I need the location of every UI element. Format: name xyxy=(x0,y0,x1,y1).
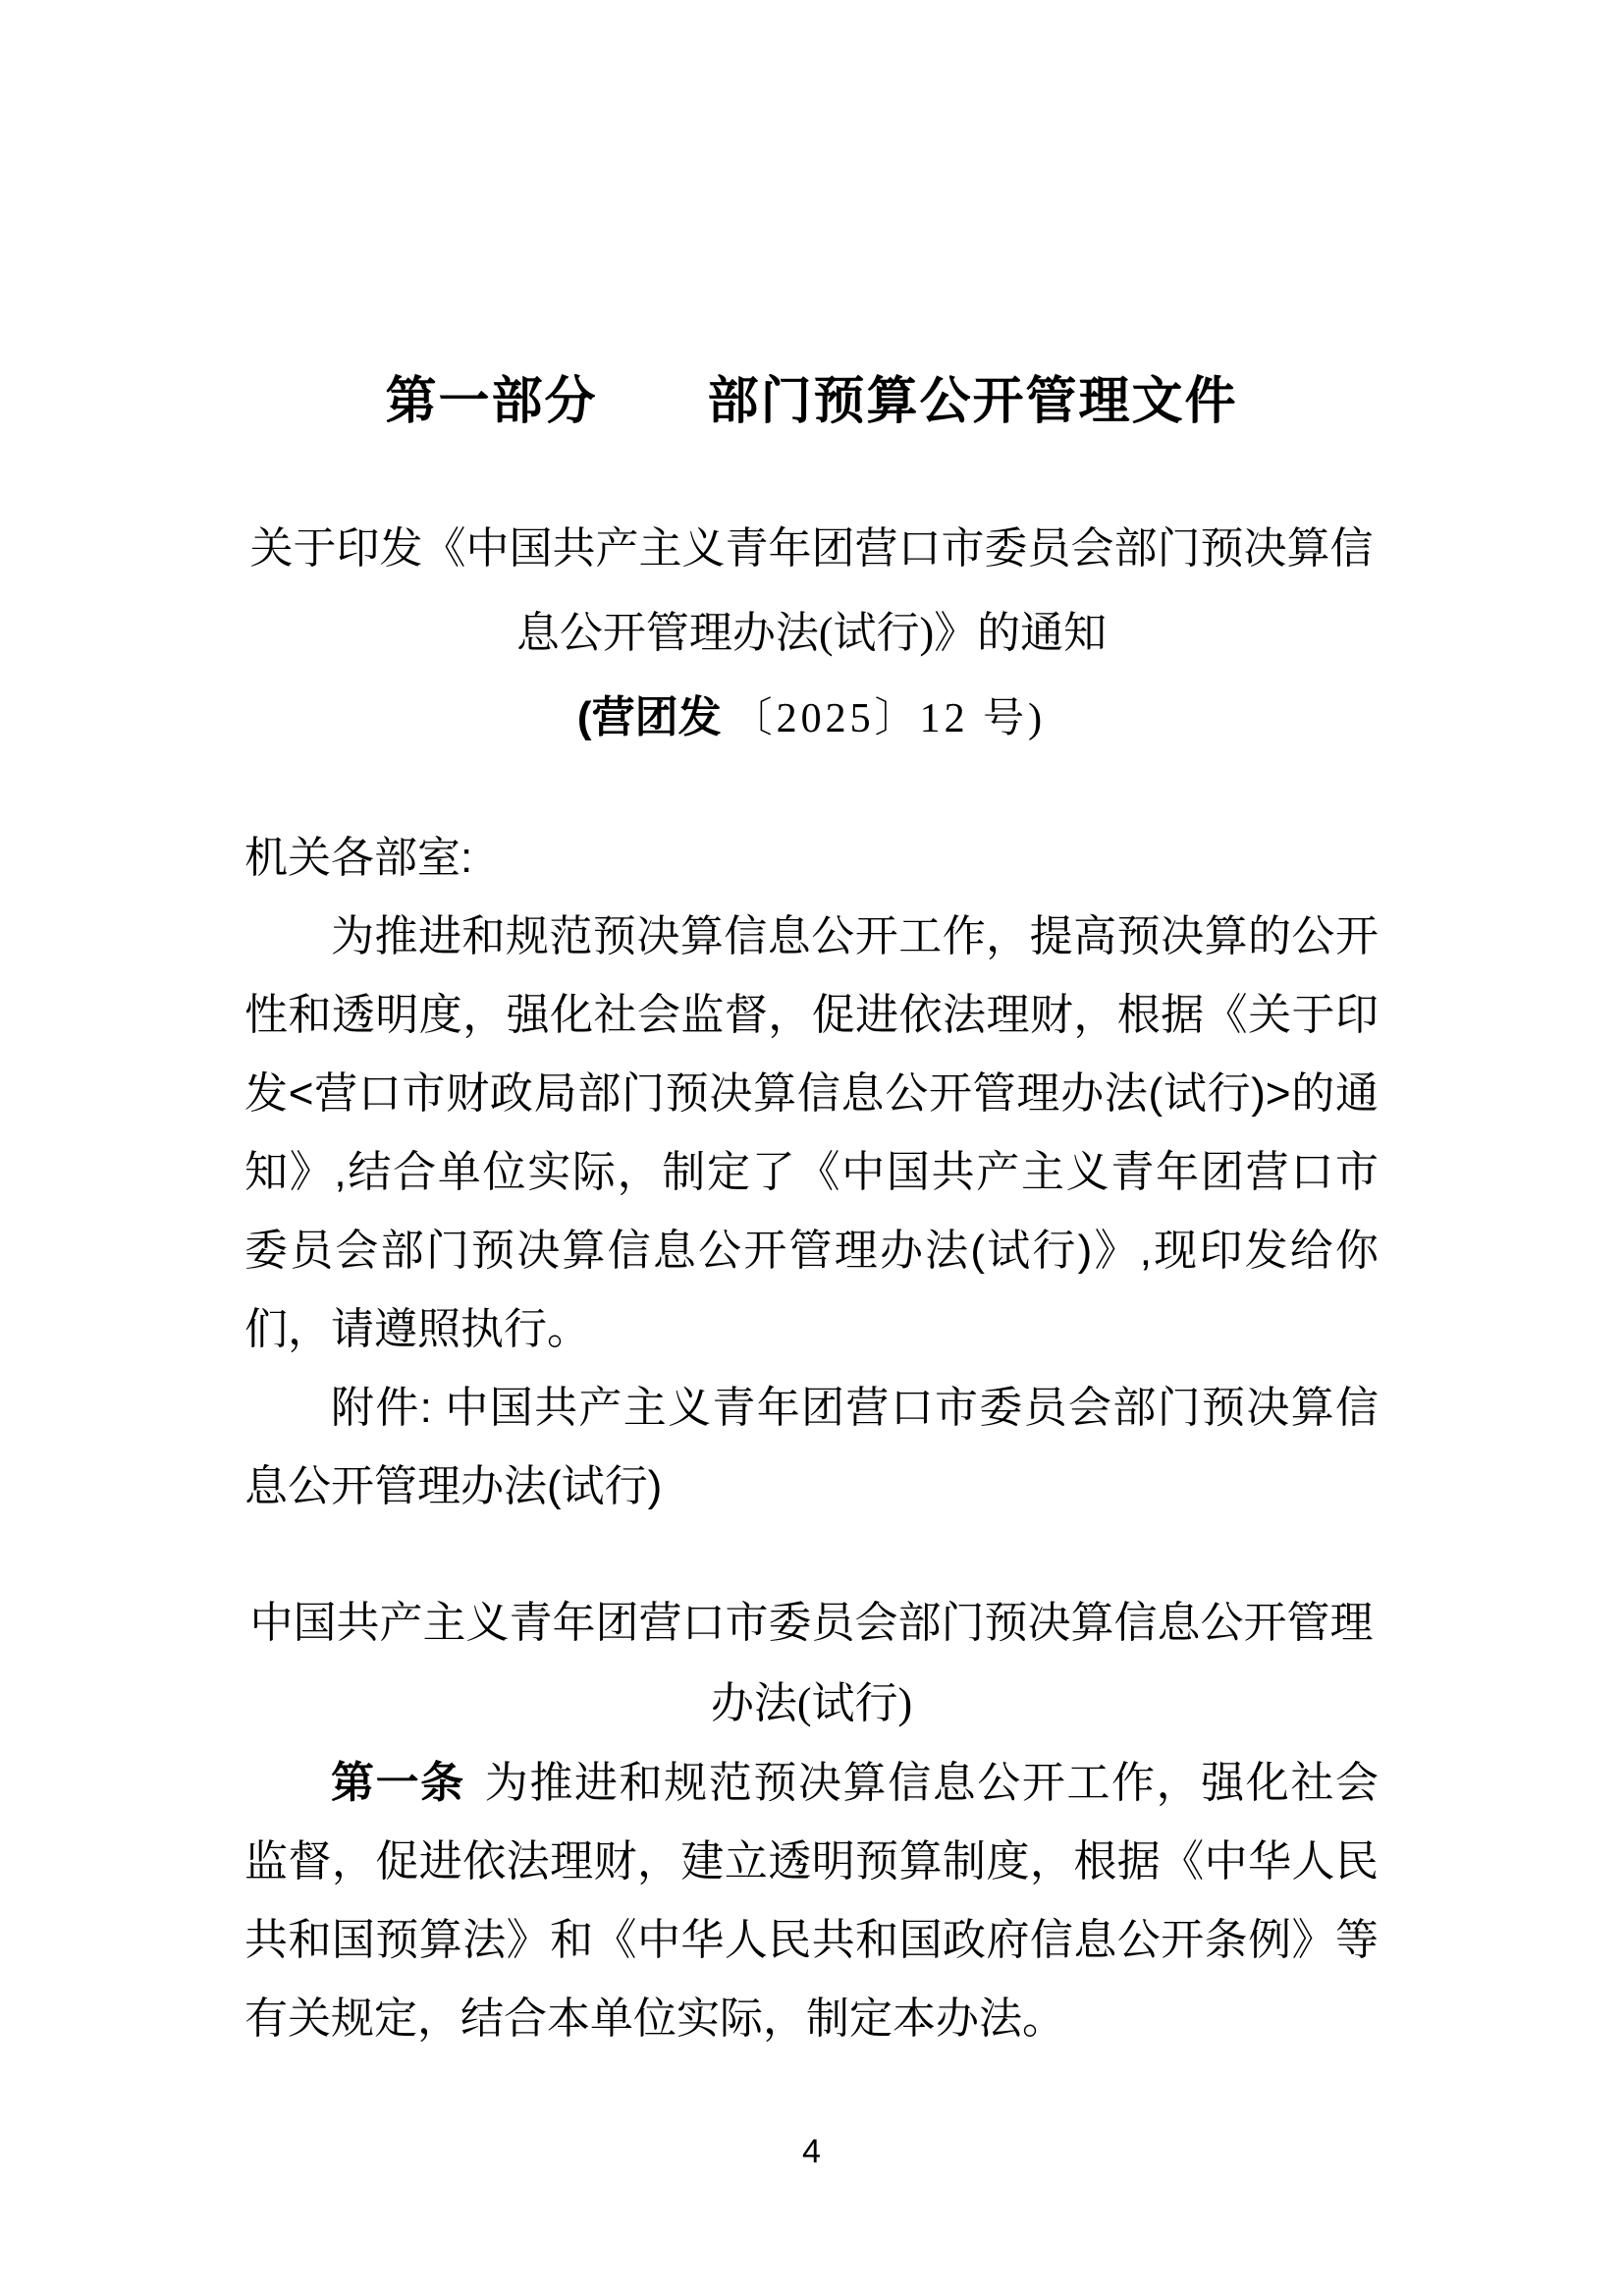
page-content xyxy=(244,0,1379,2058)
part-title-name: 部门预算公开管理文件 xyxy=(707,374,1238,430)
measures-heading: 中国共产主义青年团营口市委员会部门预决算信息公开管理办法(试行) xyxy=(249,1599,1374,1727)
notice-title: 关于印发《中国共产主义青年团营口市委员会部门预决算信息公开管理办法(试行)》的通知 xyxy=(249,524,1374,657)
article-1-text: 为推进和规范预决算信息公开工作，强化社会监督，促进依法理财，建立透明预算制度，根据《中华人民共和国预算法》和《中华人民共和国政府信息公开条例》等有关规定，结合本单位实际，制定本办法。 xyxy=(244,1759,1380,2043)
attachment-line: 附件: 中国共产主义青年团营口市委员会部门预决算信息公开管理办法(试行) xyxy=(244,1384,1379,1510)
article-1 xyxy=(244,1744,1379,2058)
article-1-label: 第一条 xyxy=(331,1759,465,1807)
doc-number-rest: 〔2025〕12 号) xyxy=(730,696,1047,741)
notice-body-block xyxy=(244,819,1379,1526)
doc-number-prefix: (营团发 xyxy=(576,693,722,741)
doc-number-line xyxy=(244,676,1379,770)
part-title xyxy=(244,0,1379,434)
part-title-label: 第一部分 xyxy=(385,374,598,430)
page-number: 4 xyxy=(802,2133,821,2170)
notice-body-paragraph: 为推进和规范预决算信息公开工作，提高预决算的公开性和透明度，强化社会监督，促进依法理财，根据《关于印发<营口市财政局部门预决算信息公开管理办法(试行)>的通知》,结合单位实际，制定了《中国共产主义青年团营口市委员会部门预决算信息公开管理办法(试行)》,现印发给你们，请遵照执行。 xyxy=(244,912,1379,1353)
salutation: 机关各部室: xyxy=(244,834,473,882)
